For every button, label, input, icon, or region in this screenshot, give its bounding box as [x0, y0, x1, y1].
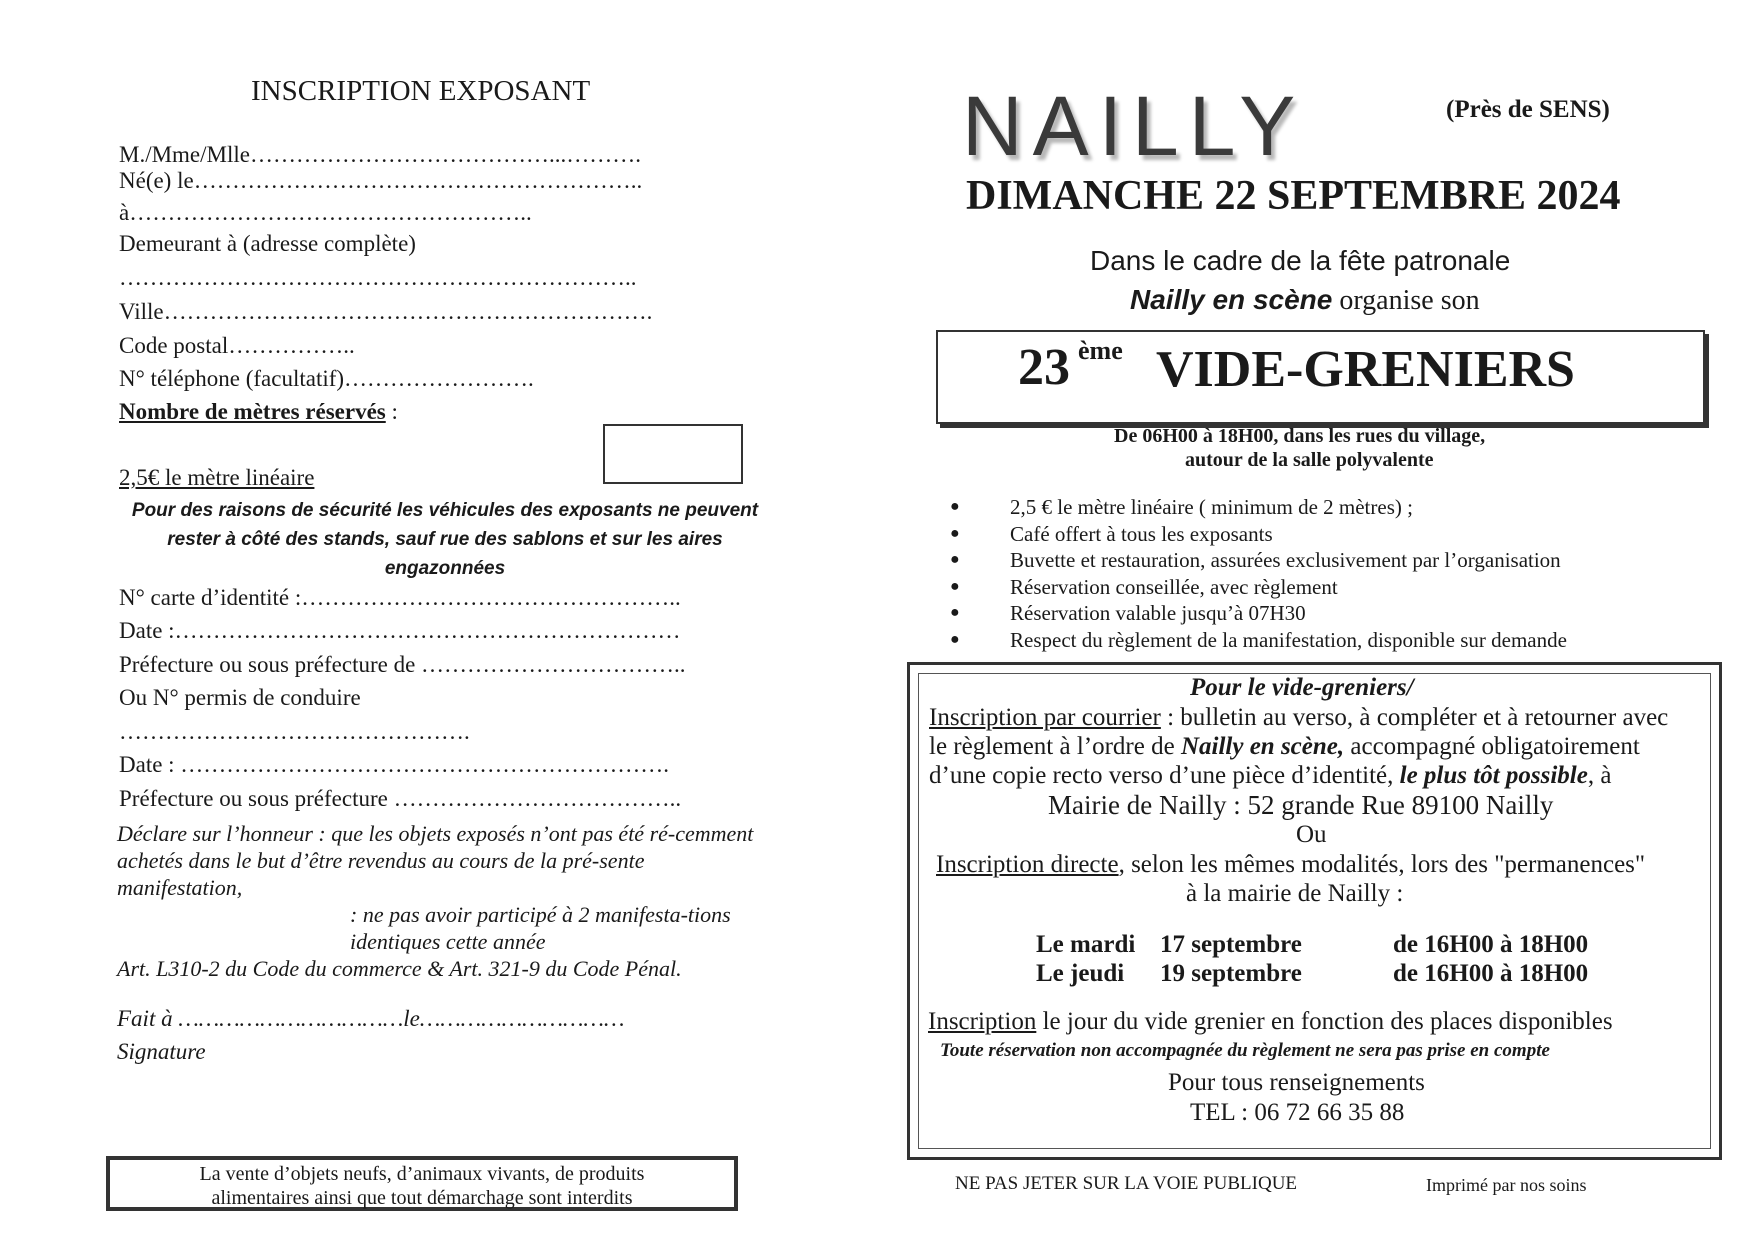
form-line-birthdate: Né(e) le………………………………………………….. — [119, 168, 643, 193]
prohibited-line-2: alimentaires ainsi que tout démarchage sont interdits — [211, 1187, 633, 1209]
schedule-date: 19 septembre — [1160, 960, 1302, 987]
event-name: VIDE-GRENIERS — [1156, 341, 1575, 398]
edition-superscript: ème — [1078, 336, 1123, 365]
list-item: ● Respect du règlement de la manifestation, disponible sur demande — [950, 627, 1567, 652]
list-item: ● Café offert à tous les exposants — [950, 521, 1273, 546]
signature-label: Signature — [117, 1039, 206, 1064]
edition-number: 23 — [1018, 339, 1070, 396]
prohibited-items-box — [106, 1156, 738, 1211]
declaration — [117, 820, 767, 982]
form-line-license-label: Ou N° permis de conduire — [119, 685, 361, 710]
schedule-day: Le jeudi — [1036, 960, 1125, 987]
form-line-meters — [119, 398, 398, 426]
registration-mail-line-2: le règlement à l’ordre de Nailly en scène, accompagné obligatoirement — [929, 733, 1640, 760]
organizer-name: Nailly en scène — [1130, 284, 1333, 315]
list-item: ● Réservation valable jusqu’à 07H30 — [950, 601, 1306, 625]
hours-line-2: autour de la salle polyvalente — [1185, 449, 1434, 471]
organizer-line — [1130, 284, 1480, 317]
registration-note: Toute réservation non accompagnée du règlement ne sera pas prise en compte — [940, 1040, 1550, 1061]
hours-line-1: De 06H00 à 18H00, dans les rues du village, — [1114, 425, 1486, 447]
list-item: ● Réservation conseillée, avec règlement — [950, 574, 1338, 599]
registration-sameday: Inscription le jour du vide grenier en fonction des places disponibles — [928, 1008, 1613, 1035]
frame-line: Dans le cadre de la fête patronale — [1090, 245, 1511, 276]
town-name: NAILLY — [962, 79, 1306, 173]
form-line-license: ………………………………………. — [119, 719, 470, 744]
printed-by-note: Imprimé par nos soins — [1426, 1175, 1587, 1195]
organizer-suffix: organise son — [1332, 285, 1480, 316]
list-item: ● 2,5 € le mètre linéaire ( minimum de 2 mètres) ; — [950, 495, 1413, 519]
form-line-id-date: Date :………………………………………………………… — [119, 618, 681, 643]
declaration-part-2: : ne pas avoir participé à 2 manifesta-tions identiques cette année — [350, 902, 731, 954]
bullet-icon: ● — [950, 577, 960, 595]
registration-or: Ou — [1296, 821, 1327, 848]
schedule-date: 17 septembre — [1160, 931, 1302, 958]
meters-box — [603, 424, 743, 484]
form-line-id-card: N° carte d’identité :………………………………………….. — [119, 585, 681, 610]
event-date: DIMANCHE 22 SEPTEMBRE 2024 — [966, 173, 1621, 219]
prohibited-line-1: La vente d’objets neufs, d’animaux vivants, de produits — [199, 1163, 645, 1185]
town-subtitle: (Près de SENS) — [1446, 96, 1610, 123]
form-line-address: ………………………………………………………….. — [119, 265, 637, 290]
info-list — [950, 494, 1567, 653]
form-line-address-label: Demeurant à (adresse complète) — [119, 231, 416, 256]
contact-label: Pour tous renseignements — [1168, 1069, 1425, 1096]
fait-a-line: Fait à ……………………………le………………………… — [117, 1006, 625, 1031]
bullet-icon: ● — [950, 551, 960, 568]
form-line-name: M./Mme/Mlle…………………………………...………. — [119, 142, 641, 167]
registration-direct-line-2: à la mairie de Nailly : — [1186, 880, 1404, 907]
contact-phone: TEL : 06 72 66 35 88 — [1190, 1099, 1405, 1126]
form-title: INSCRIPTION EXPOSANT — [251, 75, 591, 107]
schedule-day: Le mardi — [1036, 931, 1136, 958]
form-line-postcode: Code postal…………….. — [119, 333, 355, 358]
bullet-icon: ● — [950, 498, 960, 515]
registration-address: Mairie de Nailly : 52 grande Rue 89100 Nailly — [1048, 790, 1554, 820]
registration-mail-line-1: Inscription par courrier : bulletin au verso, à compléter et à retourner avec — [929, 704, 1669, 731]
form-line-license-date: Date : ………………………………………………………. — [119, 752, 670, 777]
form-line-license-prefecture: Préfecture ou sous préfecture ……………………………….. — [119, 786, 682, 811]
meters-colon: : — [385, 399, 398, 424]
price-per-meter: 2,5€ le mètre linéaire — [119, 465, 315, 490]
form-line-birthplace: à…………………………………………….. — [119, 200, 532, 225]
registration-header: Pour le vide-greniers/ — [1190, 674, 1414, 701]
declaration-part-1: Déclare sur l’honneur : que les objets exposés n’ont pas été ré-cemment achetés dans le but d’être revendus au cours de la pré-sente manifestation, — [117, 821, 754, 900]
declaration-part-3: Art. L310-2 du Code du commerce & Art. 321-9 du Code Pénal. — [117, 956, 682, 981]
schedule-time: de 16H00 à 18H00 — [1393, 931, 1589, 958]
form-line-phone: N° téléphone (facultatif)……………………. — [119, 366, 534, 391]
registration-direct-line-1: Inscription directe, selon les mêmes modalités, lors des "permanences" — [936, 851, 1646, 878]
registration-box — [907, 662, 1722, 1160]
bullet-icon: ● — [950, 524, 960, 542]
registration-mail-line-3: d’une copie recto verso d’une pièce d’identité, le plus tôt possible, à — [929, 762, 1612, 789]
security-note: Pour des raisons de sécurité les véhicules des exposants ne peuvent rester à côté des stands, sauf rue des sablons et sur les aires engazonnées — [131, 500, 759, 579]
bullet-icon: ● — [950, 630, 960, 648]
form-line-city: Ville………………………………………………………. — [119, 299, 653, 324]
form-line-prefecture: Préfecture ou sous préfecture de …………………………….. — [119, 652, 686, 677]
meters-label: Nombre de mètres réservés — [119, 399, 386, 424]
event-title-box — [936, 330, 1705, 424]
bullet-icon: ● — [950, 604, 960, 621]
list-item: ● Buvette et restauration, assurées exclusivement par l’organisation — [950, 548, 1561, 572]
do-not-litter-note: NE PAS JETER SUR LA VOIE PUBLIQUE — [955, 1173, 1298, 1194]
schedule-time: de 16H00 à 18H00 — [1393, 960, 1589, 987]
